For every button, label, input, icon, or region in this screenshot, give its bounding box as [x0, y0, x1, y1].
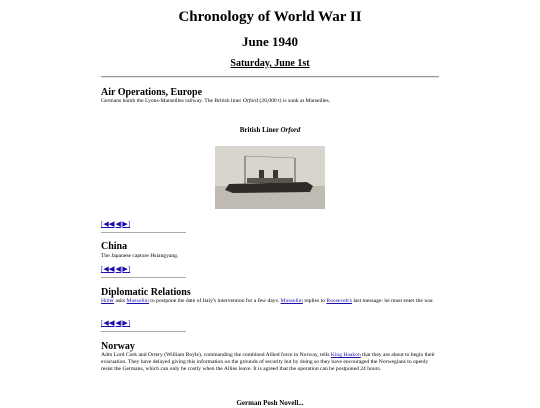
photo-caption: British Liner Orford	[239, 126, 301, 134]
section-heading-air-operations: Air Operations, Europe	[101, 87, 203, 98]
nav-bracket-open: [	[101, 220, 104, 228]
nav-separator: |	[114, 319, 116, 327]
next-caption-partial: German Posh Novell...	[236, 399, 304, 407]
nav-bracket-close: ]	[127, 265, 131, 273]
page-subtitle-month: June 1940	[242, 34, 298, 49]
nav-separator: |	[120, 265, 123, 273]
nav-first-icon[interactable]: ◀◀	[103, 220, 115, 228]
nav-bracket-close: ]	[127, 220, 131, 228]
nav-separator: |	[120, 220, 123, 228]
section-heading-diplomatic-relations: Diplomatic Relations	[101, 287, 191, 298]
nav-first-icon[interactable]: ◀◀	[103, 265, 115, 273]
section-text-air-operations: Germans bomb the Lyons-Marseilles railway. The British liner Orford (20,000 t) is sunk at Marseilles.	[101, 98, 331, 104]
link-mussolini[interactable]: Mussolini	[126, 298, 149, 304]
section-heading-norway: Norway	[101, 341, 135, 352]
section-text-diplomatic-relations: Hitler asks Mussolini to postpone the date of Italy's intervention for a few days. Mussolini replies to Roosevelt's last message: he must enter the war.	[101, 298, 434, 304]
nav-next-icon[interactable]: ▶	[122, 220, 128, 228]
nav-row-1	[101, 220, 130, 229]
link-mussolini-2[interactable]: Mussolini	[280, 298, 303, 304]
nav-prev-icon[interactable]: ◀	[115, 220, 121, 228]
link-roosevelt[interactable]: Roosevelt's	[326, 298, 352, 304]
nav-separator: |	[114, 220, 116, 228]
link-king-haakon[interactable]: King Haakon	[330, 352, 361, 358]
section-heading-china: China	[101, 241, 128, 252]
section-text-china: The Japanese capture Hsiangyang.	[101, 253, 179, 259]
nav-next-icon[interactable]: ▶	[122, 265, 128, 273]
section-divider	[101, 232, 186, 233]
nav-prev-icon[interactable]: ◀	[115, 319, 121, 327]
section-divider	[101, 277, 186, 278]
nav-separator: |	[120, 319, 123, 327]
section-text-norway: Adm Lord Cork and Orrery (William Boyle), commanding the combined Allied force in Norway, tells King Haakon that they are about to begin their evacuation. They have delayed giving this information on the grounds of security but by doing so they have encouraged the Norwegians to openly resist the Germans, which can only be costly when the Allies leave. It is agreed that the operation can be postponed 24 hours.	[101, 352, 435, 373]
section-divider	[101, 331, 186, 332]
nav-row-2	[101, 265, 130, 274]
nav-bracket-open: [	[101, 265, 104, 273]
nav-next-icon[interactable]: ▶	[122, 319, 128, 327]
date-heading: Saturday, June 1st	[230, 58, 310, 69]
nav-separator: |	[114, 265, 116, 273]
top-divider	[101, 76, 439, 78]
ship-photo	[215, 146, 325, 209]
page-title: Chronology of World War II	[178, 9, 362, 25]
nav-first-icon[interactable]: ◀◀	[103, 319, 115, 327]
link-hitler[interactable]: Hitler	[101, 298, 115, 304]
ship-photo-image	[215, 146, 325, 209]
nav-prev-icon[interactable]: ◀	[115, 265, 121, 273]
nav-row-3	[101, 319, 130, 328]
nav-bracket-close: ]	[127, 319, 131, 327]
nav-bracket-open: [	[101, 319, 104, 327]
